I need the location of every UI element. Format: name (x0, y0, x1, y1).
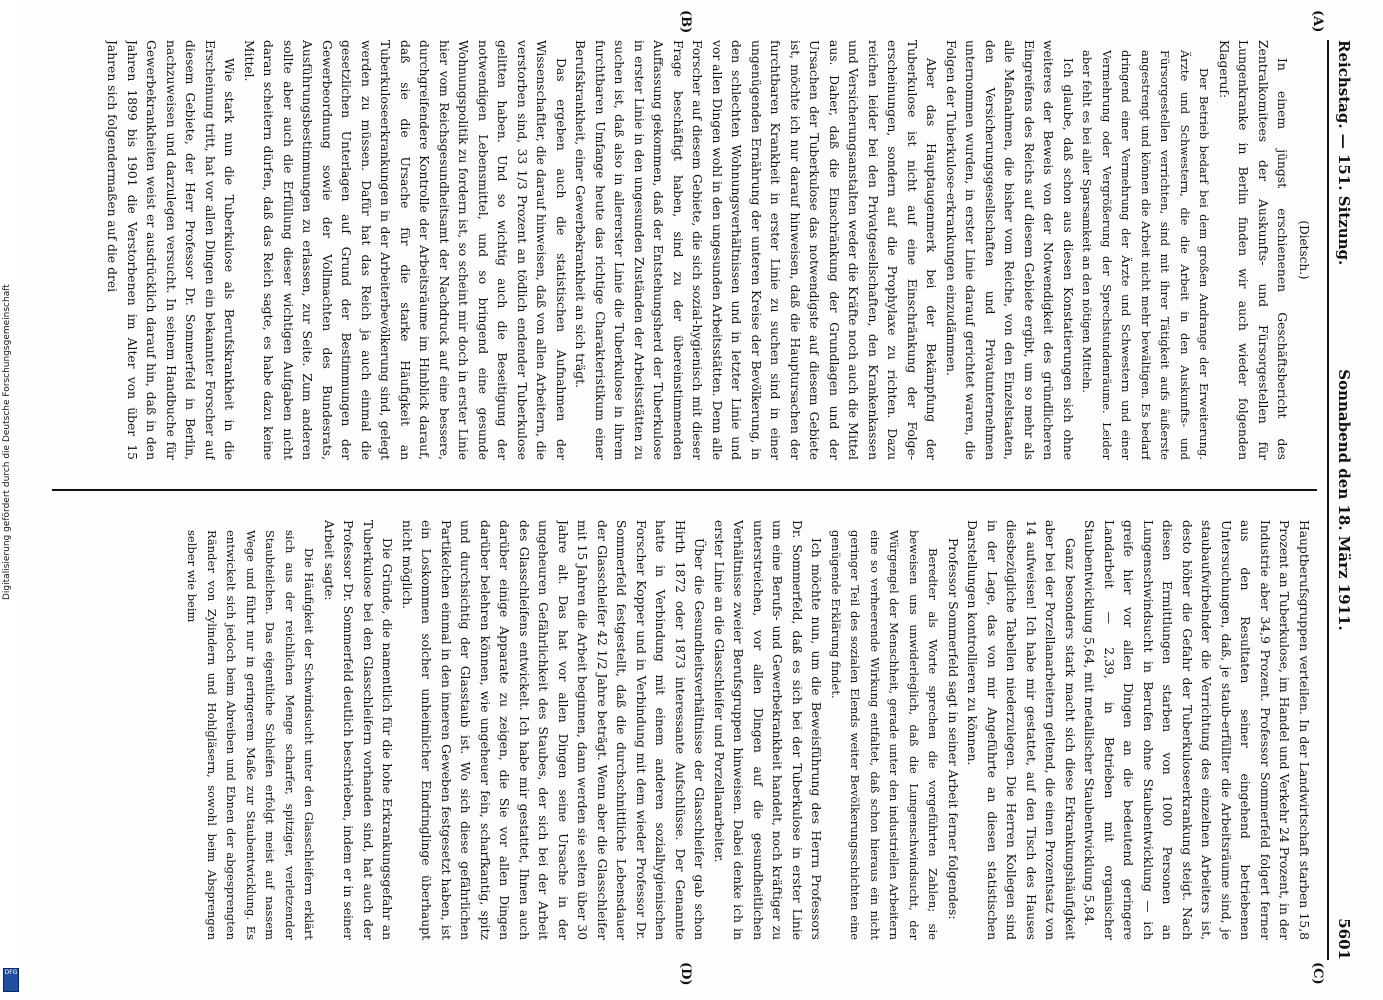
paragraph: Professor Sommerfeld sagt in seiner Arbeit ferner folgendes: (946, 538, 960, 920)
paragraph: Ich möchte nun, um die Beweisführung des Herrn Professors Dr. Sommerfeld, daß es sich bei der Tuberkulose in erster Linie um eine Berufs- und Gewerbekrankheit handelt, noch kräftiger zu unterstreichen, vor allen Dingen auf die gesundheitlichen Verhältnisse zweier Berufsgruppen hinweisen. Dabei denke ich in erster Linie an die Glasschleifer und Porzellanarbeiter. (712, 520, 824, 940)
paragraph: Wie stark nun die Tuberkulose als Berufskrankheit in die Erscheinung tritt, hat vor allen Dingen ein bekannter Forscher auf diesem Gebiete, der Herr Professor Dr. Sommerfeld in Berlin, nachzuweisen und darzulegen versucht. In seinem Handbuche für Gewerbekrankheiten weist er ausdrücklich darauf hin, daß in den Jahren 1899 bis 1901 die Verstorbenen im Alter von über 15 Jahren sich folgendermaßen auf die drei (105, 40, 237, 460)
paragraph: Ich glaube, daß schon aus diesen Konstatierungen sich ohne weiteres der Beweis von der Notwendigkeit des gründlicheren Eingreifens des Reichs auf diesem Gebiete ergibt, um so mehr als alle Maßnahmen, die bisher vom Reiche, von den Einzelstaaten, den Versicherungsgesellschaften und Privatunternehmen unternommen wurden, in erster Linie darauf gerichtet waren, die Folgen der Tuberkulose-erkrankungen einzudämmen. (944, 40, 1075, 460)
paragraph: Das ergeben auch die statistischen Aufnahmen der Wissenschaftler, die darauf hinweisen, daß von allen Arbeitern, die verstorben sind, 33 1/3 Prozent an tödlich endender Tuberkulose gelitten haben. Und so wichtig auch die Beseitigung der notwendigen Lebensmittel, und so bringend eine gesunde Wohnungspolitik zu fordern ist, so scheint mir doch in erster Linie hier vom Reichsgesundheitsamt der Nachdruck auf eine bessere, durchgreifendere Kontrolle der Arbeitsräume im Hinblick darauf, daß sie die Ursache für die starke Häufigkeit an Tuberkuloseerkrankungen in der Arbeiterbevölkerung sind, gelegt werden zu müssen. Dafür hat das Reich ja auch einmal die gesetzlichen Unterlagen auf Grund der Bestimmungen der Gewerbeordnung sowie der Vollmachten des Bundesrats, Ausführungsbestimmungen zu erlassen, zur Seite. Zum anderen sollte aber auch die Erfüllung dieser wichtigen Aufgaben nicht daran scheitern dürfen, daß das Reich sagte, es habe dazu keine Mittel. (242, 40, 568, 460)
paragraph: Die Gründe, die namentlich für die hohe Erkrankungsgefahr an Tuberkulose bei den Glasschleifern vorhanden sind, hat auch der Professor Dr. Sommerfeld deutlich beschrieben, indem er in seiner Arbeit sagte: (322, 520, 395, 940)
paragraph: Aber das Hauptaugenmerk bei der Bekämpfung der Tuberkulose ist nicht auf eine Einschränkung der Folge-erscheinungen, sondern auf die Prophylaxe zu richten. Dazu reichen leider bei den Privatgesellschaften, den Krankenkassen und Versicherungsanstalten weder die Kräfte noch auch die Mittel aus. Daher, daß die Einschränkung der Grundlagen und der Ursachen der Tuberkulose das notwendigste auf diesem Gebiete ist, möchte ich nur darauf hinweisen, daß die Hauptursachen der furchtbaren Krankheit in erster Linie zu suchen sind in einer ungenügenden Ernährung der unteren Kreise der Bevölkerung, in den schlechten Wohnungsverhältnissen und in letzter Linie und vor allen Dingen wohl in den ungesunden Arbeitsstätten. Denn alle Forscher auf diesem Gebiete, die sich sozial-hygienisch mit dieser Frage beschäftigt haben, sind zu der übereinstimmenden Auffassung gekommen, daß der Entstehungsherd der Tuberkulose in erster Linie in den ungesunden Zuständen der Arbeitsstätten zu suchen ist, daß also in allererster Linie die Tuberkulose in ihrem furchtbaren Umfange heute das richtige Charakteristikum einer Berufskrankheit, einer Gewerbekrankheit an sich trägt. (573, 40, 939, 460)
right-column (53, 520, 1313, 940)
paragraph: Hauptberufsgruppen verteilen. In der Landwirtschaft starben 15,8 Prozent an Tuberkulose, im Handel und Verkehr 24 Prozent, in der Industrie aber 34,9 Prozent. Professor Sommerfeld folgert ferner aus den Resultaten seiner eingehend betriebenen Untersuchungen, daß, je staub-erfüllter die Arbeitsräume sind, je staubaufwirbelnder die Verrichtung des einzelnen Arbeiters ist, desto höher die Gefahr der Tuberkuloseerkrankung steigt. Nach diesen Ermittlungen starben von 1000 Personen an Lungenschwindsucht in Berufen ohne Staubentwicklung — ich greife hier vor allen Dingen an die bedeutend geringere Landarbeit — 2,39, in Betrieben mit organischer Staubentwicklung 5,64, mit metallischer Staubentwicklung 5,84. (1082, 520, 1311, 940)
speaker-label: (Dietsch.) (1297, 220, 1311, 280)
left-column (53, 40, 1313, 460)
margin-marker-d: (D) (678, 962, 693, 986)
digitization-credit: Digitalisierung gefördert durch die Deutsche Forschungsgemeinschaft (2, 284, 12, 600)
column-divider (52, 489, 1317, 491)
paragraph: In einem jüngst erschienenen Geschäftsbericht des Zentralkomitees der Auskunfts- und Fürsorgestellen für Lungenkranke in Berlin finden wir auch wieder folgenden Klageruf: (1217, 40, 1290, 460)
margin-marker-c: (C) (1310, 962, 1325, 985)
paragraph: Über die Gesundheitsverhältnisse der Glasschleifer gab schon Hirth 1872 oder 1873 interessante Aufschlüsse. Der Genannte hatte in Verbindung mit einem anderen sozialhygienischen Forscher Kopper und in Verbindung mit dem wieder Professor Dr. Sommerfeld festgestellt, daß die durchschnittliche Lebensdauer der Glasschleifer 42 1/2 Jahre beträgt. Wenn aber die Glasschleifer mit 15 Jahren die Arbeit beginnen, dann werden sie selten über 30 Jahre alt. Das hat vor allen Dingen seine Ursache in der ungeheuren Gefährlichkeit des Staubes, der sich bei der Arbeit des Glasschleifens entwickelt. Ich habe mir gestattet, Ihnen auch darüber einige Apparate zu zeigen, die Sie vor allen Dingen darüber belehren können, wie ungeheuer fein, scharfkantig, spitz und durchsichtig der Glasstaub ist. Wo sich diese gefährlichen Partikelchen einmal in den inneren Geweben festgesetzt haben, ist ein Loskommen solcher unheimlicher Eindringlinge überhaupt nicht möglich. (400, 520, 707, 940)
header-date: Sonnabend den 18. März 1911. (1335, 369, 1353, 631)
page-number: 5601 (1335, 918, 1353, 960)
paragraph: Ganz besonders stark macht sich diese Erkrankungshäufigkeit aber bei der Porzellanarbeitern geltend, die einen Prozentsatz von 14 aufweisen! Ich habe mir gestattet, auf den Tisch des Hauses diesbezügliche Tabellen niederzulegen. Die Herren Kollegen sind in der Lage, das von mir Angeführte an diesen statistischen Darstellungen kontrollieren zu können. (965, 520, 1077, 940)
quote-paragraph: Der Betrieb bedarf bei dem großen Andrange der Erweiterung. Ärzte und Schwestern, die die Arbeit in den Auskunfts- und Fürsorgestellen verrichten, sind mit ihrer Tätigkeit aufs äußerste angestrengt und können die Arbeit nicht mehr bewältigen. Es bedarf dringend einer Vermehrung der Ärzte und Schwestern und einer Vermehrung oder Vergrößerung der Sprechstundenräume. Leider aber fehlt es bei aller Sparsamkeit an den nötigen Mitteln. (1080, 50, 1212, 460)
page-header (1327, 40, 1355, 960)
dfg-logo: DFG (3, 968, 19, 992)
header-title: Reichstag. — 151. Sitzung. (1335, 40, 1353, 266)
quote-paragraph: Die Häufigkeit der Schwindsucht unter den Glasschleifern erklärt sich aus der reichlichen Menge scharfer, spitziger, verletzender Staubteilchen. Das eigentliche Schleifen erfolgt meist auf nassem Wege und führt nur in geringerem Maße zur Staubentwicklung. Es entwickelt sich jedoch beim Abreiben und Ebnen der abgesprengten Ränder von Zylindern und Hohlgläsern, sowohl beim Absprengen selber wie beim (185, 530, 317, 940)
margin-marker-b: (B) (678, 10, 693, 34)
margin-marker-a: (A) (1310, 10, 1325, 33)
quote-paragraph: Beredter als Worte sprechen die vorgeführten Zahlen; sie beweisen uns unwiderleglich, daß die Lungenschwindsucht, der Würgengel der Menschheit, gerade unter den industriellen Arbeitern eine so verheerende Wirkung entfaltet, daß schon hieraus ein nicht geringer Teil des sozialen Elends weiter Bevölkerungsschichten eine genügende Erklärung findet. (829, 530, 941, 940)
